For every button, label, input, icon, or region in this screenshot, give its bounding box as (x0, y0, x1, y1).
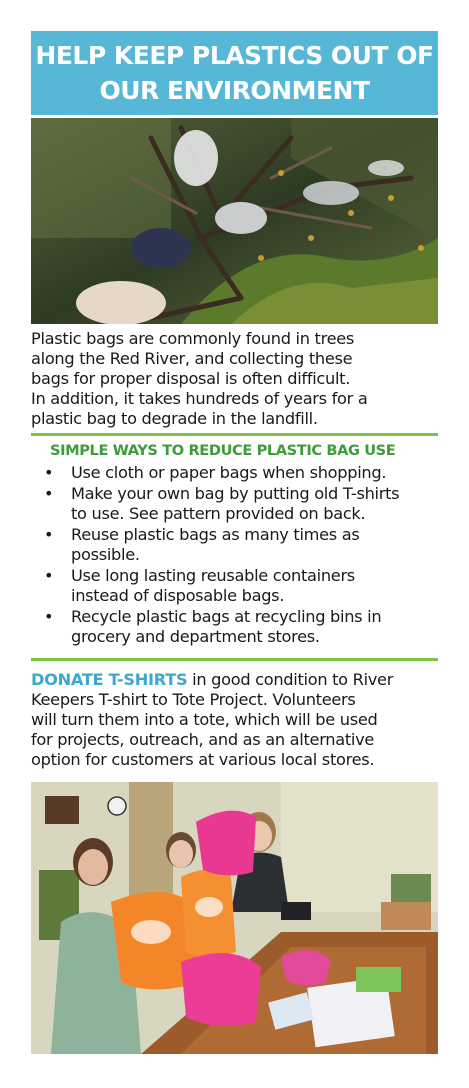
banner-line-1: HELP KEEP PLASTICS OUT OF (35, 41, 434, 70)
tip-line: grocery and department stores. (71, 627, 320, 646)
section-divider (31, 433, 438, 436)
section-divider (31, 658, 438, 661)
donate-line: will turn them into a tote, which will be used (31, 710, 378, 729)
volunteers-illustration (31, 782, 438, 1054)
donate-line: for projects, outreach, and as an alternative (31, 730, 375, 749)
bullet-icon: • (44, 607, 54, 626)
intro-line: bags for proper disposal is often difficult. (31, 369, 351, 388)
bullet-icon: • (44, 566, 54, 585)
intro-line: In addition, it takes hundreds of years for a (31, 389, 368, 408)
river-plastic-photo (31, 118, 438, 324)
tip-line: Use cloth or paper bags when shopping. (71, 463, 387, 482)
tip-line: to use. See pattern provided on back. (71, 504, 366, 523)
donate-line: Keepers T-shirt to Tote Project. Volunteers (31, 690, 356, 709)
tip-item (31, 463, 441, 483)
tips-list (31, 463, 441, 648)
bullet-icon: • (44, 463, 54, 482)
intro-paragraph (31, 329, 441, 429)
river-plastic-illustration (31, 118, 438, 324)
tip-item (31, 484, 441, 524)
donate-highlight: DONATE T-SHIRTS (31, 670, 188, 689)
donate-paragraph (31, 670, 441, 770)
banner-line-2: OUR ENVIRONMENT (99, 76, 370, 105)
intro-line: Plastic bags are commonly found in trees (31, 329, 355, 348)
donate-line: option for customers at various local stores. (31, 750, 375, 769)
donate-line (31, 670, 441, 690)
bullet-icon: • (44, 525, 54, 544)
tip-item (31, 607, 441, 647)
donate-line-rest: in good condition to River (187, 670, 394, 689)
tip-line: Use long lasting reusable containers (71, 566, 355, 585)
tips-heading: SIMPLE WAYS TO REDUCE PLASTIC BAG USE (50, 442, 396, 459)
tip-line: instead of disposable bags. (71, 586, 285, 605)
intro-line: along the Red River, and collecting these (31, 349, 353, 368)
tip-line: Reuse plastic bags as many times as (71, 525, 360, 544)
page-banner (31, 31, 438, 115)
volunteers-photo (31, 782, 438, 1054)
intro-line: plastic bag to degrade in the landfill. (31, 409, 318, 428)
tip-item (31, 525, 441, 565)
tip-item (31, 566, 441, 606)
tip-line: Recycle plastic bags at recycling bins in (71, 607, 382, 626)
bullet-icon: • (44, 484, 54, 503)
tip-line: possible. (71, 545, 140, 564)
tip-line: Make your own bag by putting old T-shirts (71, 484, 400, 503)
